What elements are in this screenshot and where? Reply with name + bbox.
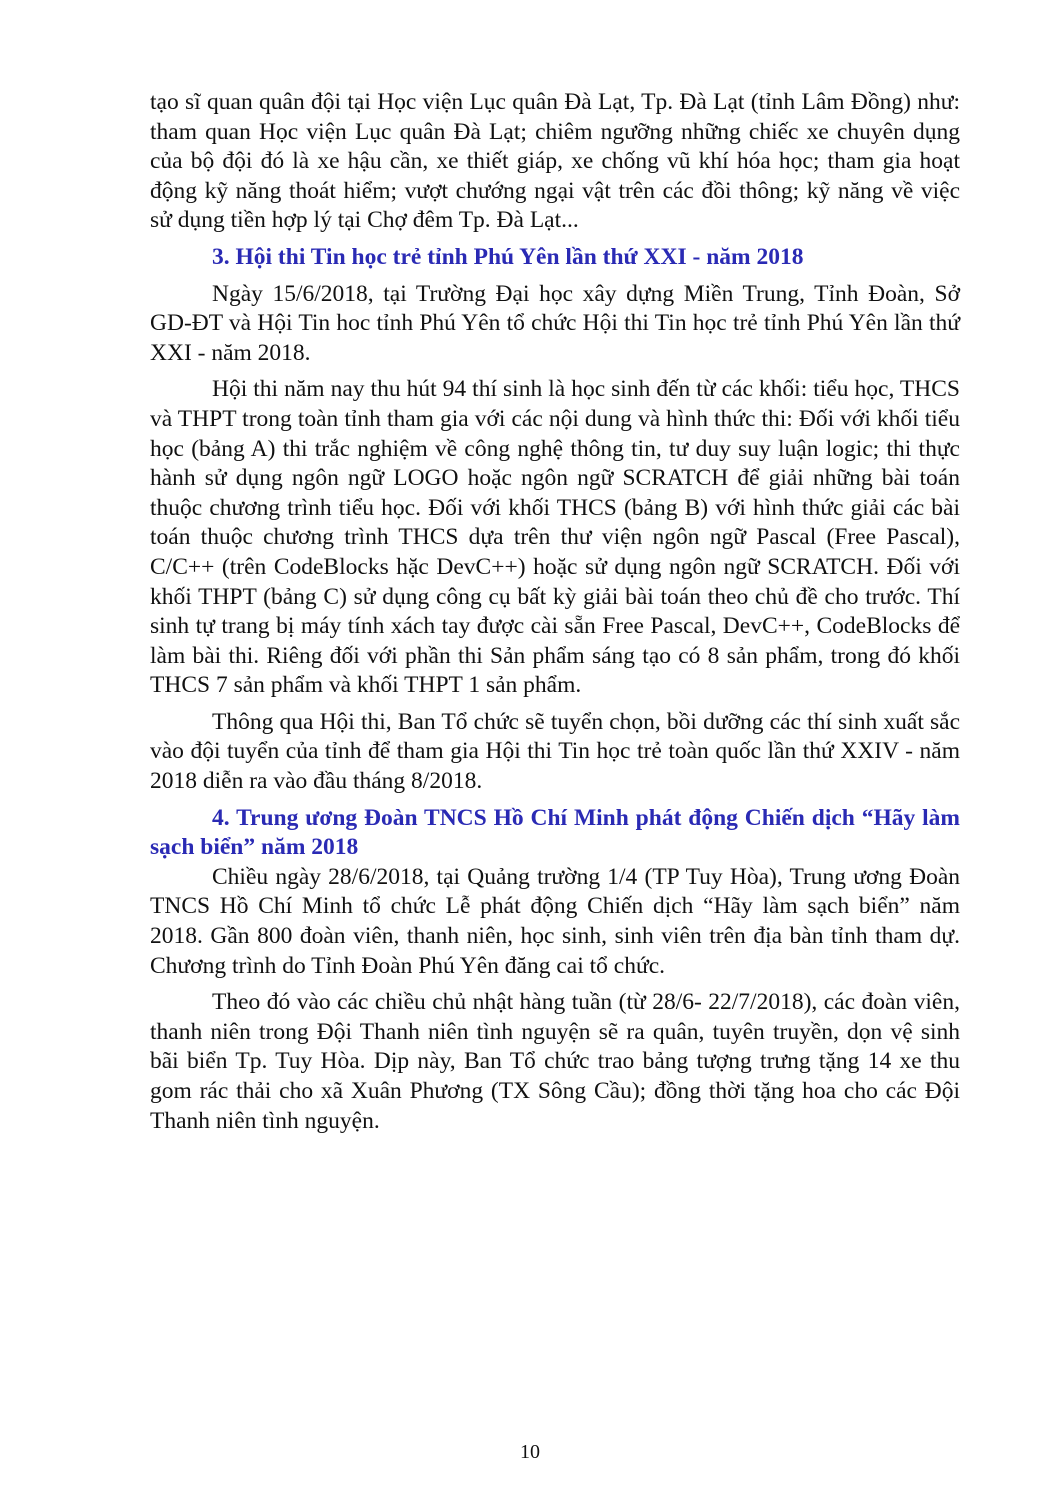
paragraph-campaign-activities: Theo đó vào các chiều chủ nhật hàng tuần (từ 28/6- 22/7/2018), các đoàn viên, thanh niên trong Đội Thanh niên tình nguyện sẽ ra quân, tuyên truyền, dọn vệ sinh bãi biển Tp. Tuy Hòa. Dịp này, Ban Tổ chức trao bảng tượng trưng tặng 14 xe thu gom rác thải cho xã Xuân Phương (TX Sông Cầu); đồng thời tặng hoa cho các Đội Thanh niên tình nguyện.: [150, 989, 960, 1134]
paragraph-campaign-launch: Chiều ngày 28/6/2018, tại Quảng trường 1/4 (TP Tuy Hòa), Trung ương Đoàn TNCS Hồ Chí Minh tổ chức Lễ phát động Chiến dịch “Hãy làm sạch biển” năm 2018. Gần 800 đoàn viên, thanh niên, học sinh, sinh viên trên địa bàn tỉnh tham dự. Chương trình do Tỉnh Đoàn Phú Yên đăng cai tổ chức.: [150, 863, 960, 979]
paragraph-contest-details: Hội thi năm nay thu hút 94 thí sinh là học sinh đến từ các khối: tiểu học, THCS và THPT trong toàn tỉnh tham gia với các nội dung và hình thức thi: Đối với khối tiểu học (bảng A) thi trắc nghiệm về công nghệ thông tin, tư duy suy luận logic; thi thực hành sử dụng ngôn ngữ LOGO hoặc ngôn ngữ SCRATCH để giải những bài toán thuộc chương trình tiểu học. Đối với khối THCS (bảng B) với hình thức giải các bài toán thuộc chương trình THCS dựa trên thư viện ngôn ngữ Pascal (Free Pascal), C/C++ (trên CodeBlocks hặc DevC++) hoặc sử dụng ngôn ngữ SCRATCH. Đối với khối THPT (bảng C) sử dụng công cụ bất kỳ giải bài toán theo chủ đề cho trước. Thí sinh tự trang bị máy tính xách tay được cài sẵn Free Pascal, DevC++, CodeBlocks để làm bài thi. Riêng đối với phần thi Sản phẩm sáng tạo có 8 sản phẩm, trong đó khối THCS 7 sản phẩm và khối THPT 1 sản phẩm.: [150, 376, 960, 699]
section-heading-4: 4. Trung ương Đoàn TNCS Hồ Chí Minh phát động Chiến dịch “Hãy làm sạch biển” năm 2018: [150, 804, 960, 861]
document-page: [150, 88, 960, 1136]
paragraph-continuation: tạo sĩ quan quân đội tại Học viện Lục quân Đà Lạt, Tp. Đà Lạt (tỉnh Lâm Đồng) như: tham quan Học viện Lục quân Đà Lạt; chiêm ngưỡng những chiếc xe chuyên dụng của bộ đội đó là xe hậu cần, xe thiết giáp, xe chống vũ khí hóa học; tham gia hoạt động kỹ năng thoát hiểm; vượt chướng ngại vật trên các đồi thông; kỹ năng về việc sử dụng tiền hợp lý tại Chợ đêm Tp. Đà Lạt...: [150, 89, 960, 234]
paragraph-contest-selection: Thông qua Hội thi, Ban Tổ chức sẽ tuyển chọn, bồi dưỡng các thí sinh xuất sắc vào đội tuyển của tỉnh để tham gia Hội thi Tin học trẻ toàn quốc lần thứ XXIV - năm 2018 diễn ra vào đầu tháng 8/2018.: [150, 708, 960, 795]
page-number: 10: [520, 1441, 540, 1463]
section-heading-3: 3. Hội thi Tin học trẻ tỉnh Phú Yên lần thứ XXI - năm 2018: [212, 243, 804, 270]
paragraph-contest-date: Ngày 15/6/2018, tại Trường Đại học xây dựng Miền Trung, Tỉnh Đoàn, Sở GD-ĐT và Hội Tin hoc tỉnh Phú Yên tổ chức Hội thi Tin học trẻ tỉnh Phú Yên lần thứ XXI - năm 2018.: [150, 280, 960, 366]
